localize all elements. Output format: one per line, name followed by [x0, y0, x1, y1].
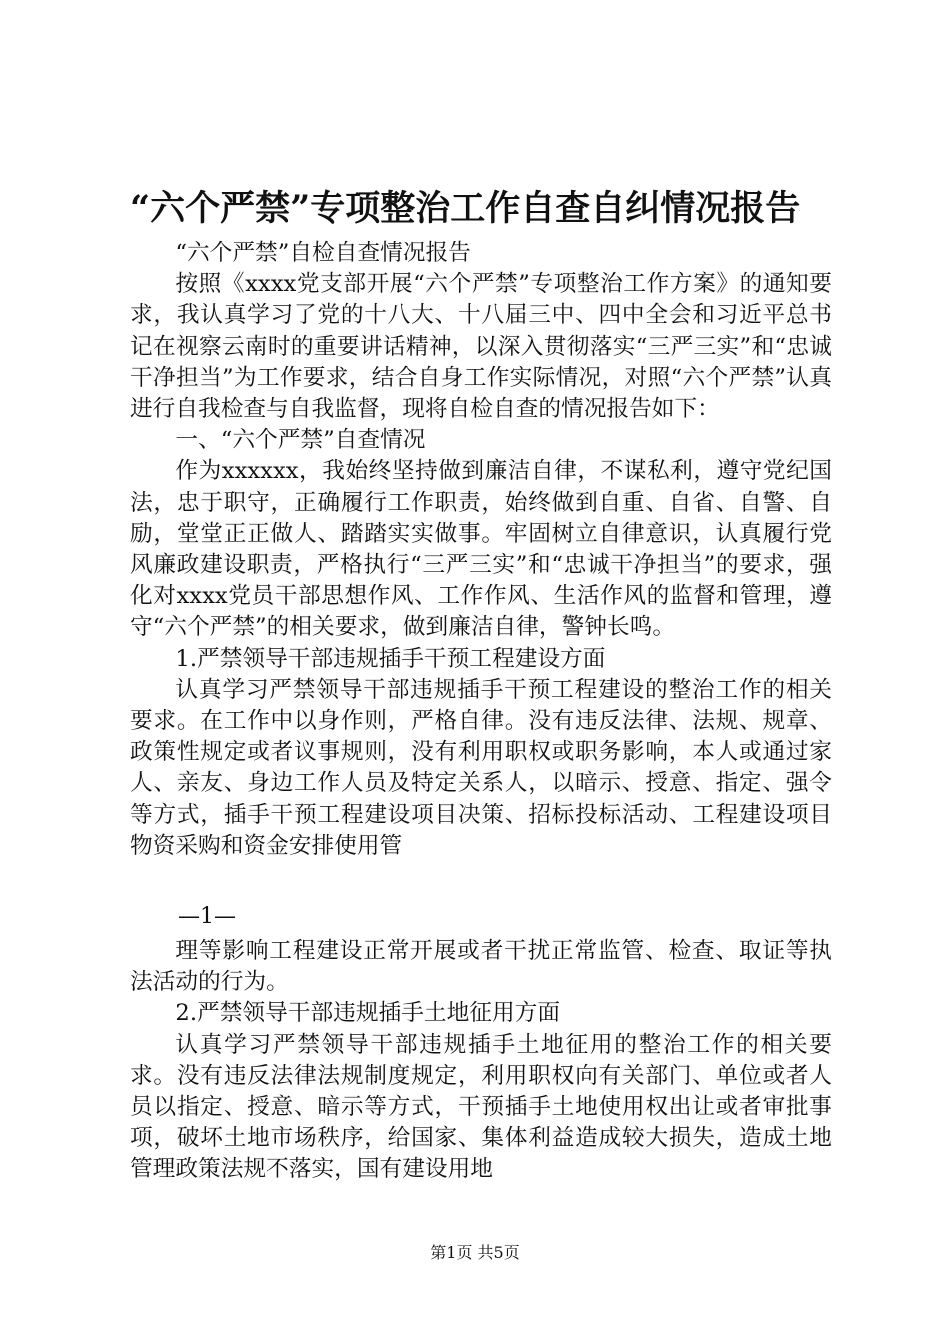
subheading-engineering: 1.严禁领导干部违规插手干预工程建设方面 [175, 645, 606, 672]
paragraph-engineering-cont: 理等影响工程建设正常开展或者干扰正常监管、检查、取证等执法活动的行为。 [130, 938, 832, 996]
paragraph-intro: 按照《xxxx党支部开展“六个严禁”专项整治工作方案》的通知要求，我认真学习了党的十八大、十八届三中、四中全会和习近平总书记在视察云南时的重要讲话精神，以深入贯彻落实“三严三实”和“忠诚干净担当”为工作要求，结合自身工作实际情况，对照“六个严禁”认真进行自我检查与自我监督，现将自检自查的情况报告如下： [130, 271, 832, 423]
document-body-part2 [130, 936, 832, 1186]
section-heading-1: 一、“六个严禁”自查情况 [175, 427, 426, 454]
subheading-land: 2.严禁领导干部违规插手土地征用方面 [175, 1000, 561, 1027]
document-body-part1 [130, 238, 832, 862]
paragraph-engineering: 认真学习严禁领导干部违规插手干预工程建设的整治工作的相关要求。在工作中以身作则，严格自律。没有违反法律、法规、规章、政策性规定或者议事规则，没有利用职权或职务影响，本人或通过家人、亲友、身边工作人员及特定关系人，以暗示、授意、指定、强令等方式，插手干预工程建设项目决策、招标投标活动、工程建设项目物资采购和资金安排使用管 [130, 676, 832, 859]
report-subtitle: “六个严禁”自检自查情况报告 [175, 240, 471, 266]
inline-page-mark: —1— [178, 904, 236, 929]
paragraph-land: 认真学习严禁领导干部违规插手土地征用的整治工作的相关要求。没有违反法律法规制度规定，利用职权向有关部门、单位或者人员以指定、授意、暗示等方式，干预插手土地使用权出让或者审批事项，破坏土地市场秩序，给国家、集体利益造成较大损失，造成土地管理政策法规不落实，国有建设用地 [130, 1031, 832, 1183]
document-title: “六个严禁”专项整治工作自查自纠情况报告 [130, 188, 801, 229]
page-footer: 第1页 共5页 [430, 1243, 520, 1262]
paragraph-self-check: 作为xxxxxx，我始终坚持做到廉洁自律，不谋私利，遵守党纪国法，忠于职守，正确履行工作职责，始终做到自重、自省、自警、自励，堂堂正正做人、踏踏实实做事。牢固树立自律意识，认真履行党风廉政建设职责，严格执行“三严三实”和“忠诚干净担当”的要求，强化对xxxx党员干部思想作风、工作作风、生活作风的监督和管理，遵守“六个严禁”的相关要求，做到廉洁自律，警钟长鸣。 [130, 458, 832, 641]
